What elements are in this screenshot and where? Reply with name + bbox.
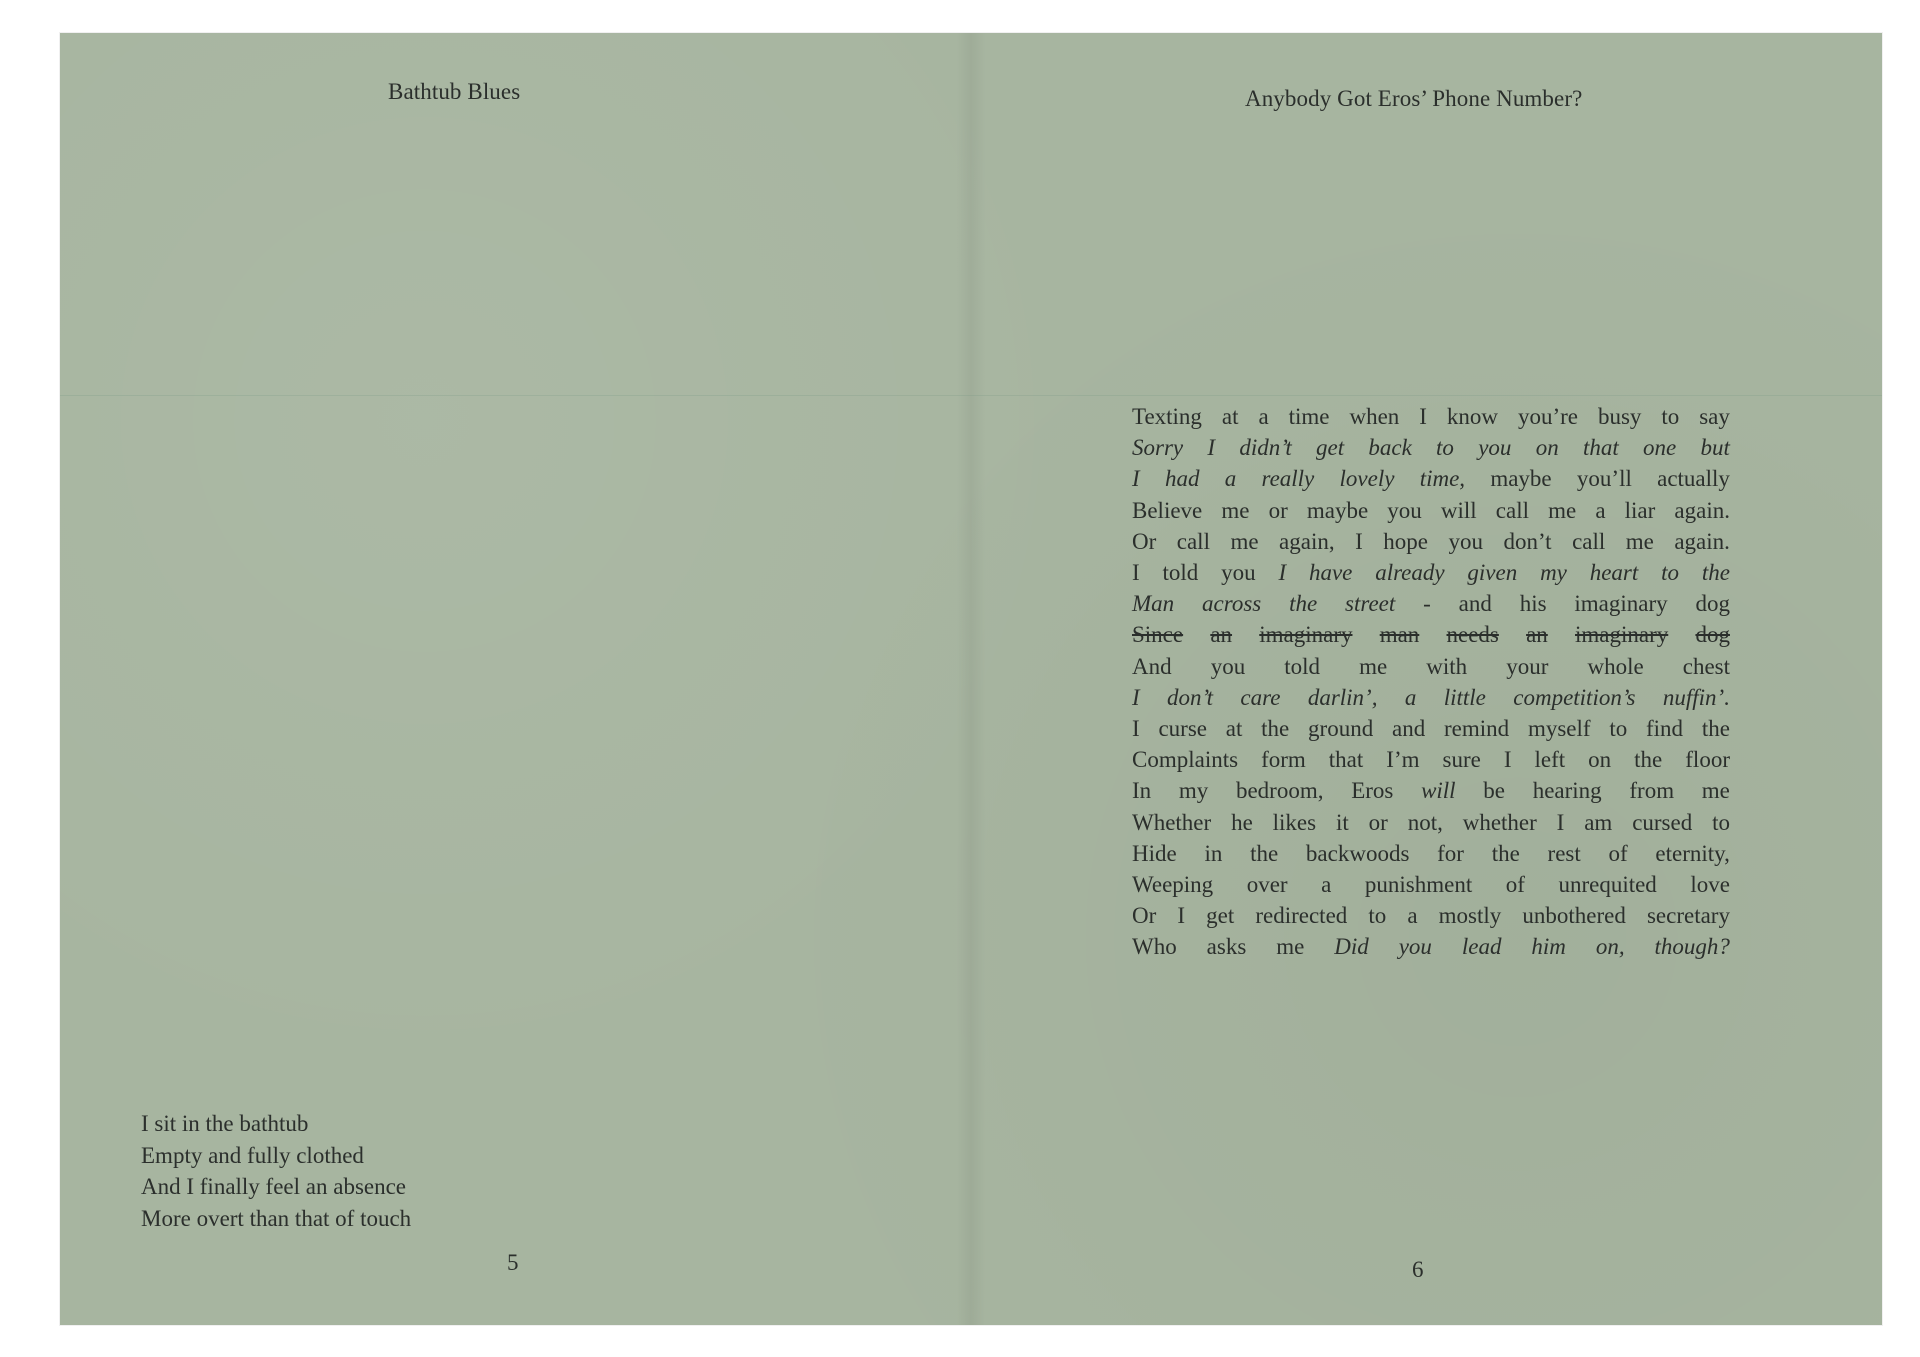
poem-word: Texting bbox=[1132, 404, 1202, 429]
poem-word: me bbox=[1276, 934, 1305, 960]
poem-word: on bbox=[1535, 435, 1559, 461]
poem-word: imaginary bbox=[1259, 622, 1353, 648]
poem-word: I bbox=[1503, 747, 1512, 773]
poem-word: Did bbox=[1334, 934, 1369, 960]
poem-word: imaginary bbox=[1575, 622, 1669, 648]
poem-word: unrequited bbox=[1558, 872, 1657, 898]
poem-word: Or bbox=[1132, 903, 1157, 929]
poem-word: In bbox=[1132, 778, 1152, 804]
poem-word: I bbox=[1132, 560, 1140, 586]
poem-word: form bbox=[1261, 747, 1306, 773]
poem-word: - bbox=[1423, 591, 1431, 617]
poem-word: to bbox=[1368, 903, 1387, 929]
left-running-head: Bathtub Blues bbox=[388, 79, 521, 104]
poem-word: hearing bbox=[1532, 778, 1602, 804]
poem-word: I bbox=[1132, 684, 1140, 710]
poem-word: of bbox=[1608, 840, 1628, 866]
poem-word: an bbox=[1210, 622, 1233, 648]
poem-word: you bbox=[1398, 934, 1432, 960]
poem-word: Believe bbox=[1132, 497, 1203, 523]
poem-word: the bbox=[1261, 716, 1290, 742]
poem-word: will bbox=[1421, 778, 1456, 804]
poem-word: Since bbox=[1132, 622, 1184, 648]
poem-word: your bbox=[1506, 653, 1549, 679]
poem-word: I bbox=[1419, 404, 1427, 429]
poem-word: liar bbox=[1624, 497, 1656, 523]
poem-word: and bbox=[1458, 591, 1492, 617]
right-page-number: 6 bbox=[1412, 1257, 1424, 1282]
poem-word: get bbox=[1206, 903, 1235, 929]
poem-word: again. bbox=[1674, 528, 1730, 554]
poem-word: busy bbox=[1597, 404, 1642, 429]
poem-word: given bbox=[1467, 560, 1518, 586]
poem-line bbox=[1132, 401, 1730, 432]
poem-line bbox=[1132, 495, 1730, 526]
poem-word: I’m bbox=[1386, 747, 1420, 773]
poem-line bbox=[1132, 432, 1730, 463]
poem-word: at bbox=[1225, 716, 1243, 742]
poem-word: or bbox=[1368, 809, 1388, 835]
poem-word: Man bbox=[1132, 591, 1175, 617]
poem-word: his bbox=[1519, 591, 1547, 617]
poem-line bbox=[1132, 682, 1730, 713]
poem-word: sure bbox=[1442, 747, 1481, 773]
poem-word: remind bbox=[1444, 716, 1510, 742]
poem-line bbox=[1132, 526, 1730, 557]
poem-word: didn’t bbox=[1239, 435, 1292, 461]
poem-word: me bbox=[1548, 497, 1577, 523]
poem-word: you’re bbox=[1517, 404, 1578, 429]
poem-word: I bbox=[1207, 435, 1216, 461]
poem-word: call bbox=[1495, 497, 1529, 523]
poem-word: it bbox=[1335, 809, 1349, 835]
poem-word: across bbox=[1202, 591, 1262, 617]
poem-word: will bbox=[1440, 497, 1477, 523]
poem-word: back bbox=[1368, 435, 1412, 461]
poem-word: cursed bbox=[1632, 809, 1693, 835]
poem-word: care bbox=[1240, 684, 1281, 710]
poem-line bbox=[1132, 931, 1730, 962]
right-poem bbox=[1132, 401, 1730, 963]
poem-word: of bbox=[1505, 872, 1525, 898]
poem-word: you bbox=[1387, 497, 1422, 523]
poem-word: to bbox=[1436, 435, 1454, 461]
poem-line bbox=[1132, 463, 1730, 494]
poem-word: to bbox=[1712, 809, 1730, 835]
poem-word: on, bbox=[1595, 934, 1625, 960]
poem-word: backwoods bbox=[1305, 840, 1410, 866]
left-page-number: 5 bbox=[507, 1250, 519, 1275]
poem-word: the bbox=[1250, 840, 1279, 866]
poem-line: Empty and fully clothed bbox=[141, 1142, 364, 1168]
poem-word: maybe bbox=[1490, 466, 1552, 492]
poem-word: you bbox=[1221, 560, 1256, 586]
poem-word: again, bbox=[1279, 528, 1335, 554]
poem-word: the bbox=[1491, 840, 1520, 866]
poem-word: a bbox=[1407, 903, 1418, 929]
poem-line bbox=[1132, 744, 1730, 775]
poem-word: I bbox=[1278, 560, 1287, 586]
poem-word: on bbox=[1588, 747, 1612, 773]
poem-word: me bbox=[1221, 497, 1250, 523]
poem-word: in bbox=[1204, 840, 1223, 866]
poem-word: heart bbox=[1589, 560, 1639, 586]
poem-word: likes bbox=[1272, 809, 1317, 835]
poem-line bbox=[1132, 713, 1730, 744]
poem-word: he bbox=[1231, 809, 1253, 835]
poem-word: to bbox=[1661, 404, 1680, 429]
poem-word: you bbox=[1478, 435, 1512, 461]
poem-line bbox=[1132, 588, 1730, 619]
poem-line: And I finally feel an absence bbox=[141, 1174, 407, 1199]
poem-word: with bbox=[1426, 653, 1468, 679]
poem-word: dog bbox=[1695, 591, 1730, 617]
poem-word: had bbox=[1164, 466, 1200, 492]
poem-word: Complaints bbox=[1132, 747, 1239, 773]
poem-word: get bbox=[1315, 435, 1345, 461]
poem-word: one bbox=[1643, 435, 1677, 461]
poem-word: a bbox=[1595, 497, 1606, 523]
poem-word: don’t bbox=[1167, 684, 1214, 710]
poem-word: love bbox=[1690, 872, 1730, 898]
poem-word: imaginary bbox=[1574, 591, 1668, 617]
poem-word: Sorry bbox=[1132, 435, 1184, 461]
poem-word: find bbox=[1646, 716, 1684, 742]
poem-word: me bbox=[1625, 528, 1654, 554]
poem-word: my bbox=[1178, 778, 1209, 804]
poem-word: curse bbox=[1158, 716, 1207, 742]
poem-word: again. bbox=[1674, 497, 1730, 523]
poem-word: left bbox=[1534, 747, 1566, 773]
poem-word: not, bbox=[1407, 809, 1443, 835]
poem-word: know bbox=[1446, 404, 1498, 429]
poem-word: over bbox=[1246, 872, 1288, 898]
faint-guide-line bbox=[60, 395, 1882, 396]
poem-word: time, bbox=[1419, 466, 1466, 492]
poem-word: Eros bbox=[1351, 778, 1394, 804]
poem-word: when bbox=[1349, 404, 1400, 429]
poem-word: unbothered bbox=[1522, 903, 1626, 929]
poem-word: you’ll bbox=[1576, 466, 1632, 492]
poem-line bbox=[1132, 807, 1730, 838]
poem-line bbox=[1132, 838, 1730, 869]
poem-word: or bbox=[1268, 497, 1288, 523]
poem-word: call bbox=[1176, 528, 1210, 554]
poem-word: you bbox=[1210, 653, 1246, 679]
poem-word: whole bbox=[1587, 653, 1644, 679]
poem-word: but bbox=[1700, 435, 1730, 461]
poem-line bbox=[1132, 557, 1730, 588]
poem-word: nuffin’. bbox=[1662, 684, 1730, 710]
poem-word: me bbox=[1701, 778, 1730, 804]
poem-word: be bbox=[1483, 778, 1505, 804]
poem-word: I bbox=[1132, 466, 1140, 492]
poem-word: have bbox=[1308, 560, 1353, 586]
left-poem bbox=[141, 1108, 411, 1234]
poem-word: to bbox=[1661, 560, 1679, 586]
poem-word: though? bbox=[1654, 934, 1730, 960]
poem-word: for bbox=[1437, 840, 1464, 866]
poem-word: floor bbox=[1685, 747, 1730, 773]
poem-word: myself bbox=[1527, 716, 1591, 742]
poem-line bbox=[1132, 775, 1730, 806]
poem-word: Weeping bbox=[1132, 872, 1214, 898]
poem-word: a bbox=[1321, 872, 1332, 898]
poem-line: More overt than that of touch bbox=[141, 1205, 412, 1231]
poem-line bbox=[1132, 619, 1730, 650]
poem-word: to bbox=[1609, 716, 1628, 742]
poem-word: whether bbox=[1462, 809, 1537, 835]
poem-word: already bbox=[1375, 560, 1445, 586]
poem-word: an bbox=[1526, 622, 1548, 648]
poem-word: man bbox=[1379, 622, 1420, 648]
poem-word: a bbox=[1258, 404, 1269, 429]
poem-word: the bbox=[1634, 747, 1663, 773]
poem-word: Whether bbox=[1132, 809, 1212, 835]
poem-word: a bbox=[1224, 466, 1237, 492]
poem-word: chest bbox=[1682, 653, 1730, 679]
poem-word: actually bbox=[1657, 466, 1730, 492]
poem-word: little bbox=[1443, 684, 1486, 710]
poem-word: from bbox=[1629, 778, 1675, 804]
poem-word: darlin’, bbox=[1307, 684, 1378, 710]
poem-word: that bbox=[1582, 435, 1619, 461]
poem-word: Hide bbox=[1132, 840, 1177, 866]
poem-word: lead bbox=[1461, 934, 1502, 960]
poem-word: you bbox=[1448, 528, 1483, 554]
poem-word: mostly bbox=[1438, 903, 1502, 929]
poem-word: am bbox=[1584, 809, 1613, 835]
poem-word: told bbox=[1162, 560, 1199, 586]
poem-line bbox=[1132, 651, 1730, 682]
poem-word: I bbox=[1355, 528, 1363, 554]
poem-word: me bbox=[1359, 653, 1388, 679]
poem-word: the bbox=[1701, 716, 1730, 742]
poem-word: dog bbox=[1695, 622, 1730, 648]
poem-word: bedroom, bbox=[1235, 778, 1324, 804]
poem-word: me bbox=[1230, 528, 1259, 554]
poem-line bbox=[1132, 900, 1730, 931]
poem-word: eternity, bbox=[1655, 840, 1730, 866]
poem-word: competition’s bbox=[1513, 684, 1636, 710]
poem-line: I sit in the bathtub bbox=[141, 1111, 309, 1136]
poem-word: Who bbox=[1132, 934, 1177, 960]
poem-word: call bbox=[1572, 528, 1606, 554]
poem-word: I bbox=[1556, 809, 1565, 835]
poem-word: lovely bbox=[1339, 466, 1395, 492]
poem-word: him bbox=[1531, 934, 1566, 960]
poem-word: say bbox=[1699, 404, 1730, 429]
poem-word: I bbox=[1177, 903, 1186, 929]
poem-word: my bbox=[1540, 560, 1567, 586]
poem-word: a bbox=[1404, 684, 1417, 710]
poem-word: punishment bbox=[1364, 872, 1473, 898]
poem-word: the bbox=[1289, 591, 1318, 617]
poem-word: asks bbox=[1206, 934, 1247, 960]
poem-word: at bbox=[1221, 404, 1239, 429]
poem-word: needs bbox=[1446, 622, 1499, 648]
poem-word: really bbox=[1261, 466, 1315, 492]
poem-word: I bbox=[1132, 716, 1140, 742]
poem-word: rest bbox=[1547, 840, 1581, 866]
poem-word: And bbox=[1132, 653, 1172, 679]
poem-word: and bbox=[1392, 716, 1426, 742]
poem-word: secretary bbox=[1646, 903, 1730, 929]
poem-word: Or bbox=[1132, 528, 1157, 554]
poem-word: told bbox=[1284, 653, 1321, 679]
poem-word: that bbox=[1328, 747, 1364, 773]
poem-line bbox=[1132, 869, 1730, 900]
poem-word: time bbox=[1288, 404, 1330, 429]
poem-word: don’t bbox=[1503, 528, 1552, 554]
poem-word: redirected bbox=[1255, 903, 1348, 929]
poem-word: maybe bbox=[1306, 497, 1369, 523]
poem-word: ground bbox=[1308, 716, 1374, 742]
poem-word: the bbox=[1701, 560, 1730, 586]
poem-word: street bbox=[1345, 591, 1396, 617]
right-running-head: Anybody Got Eros’ Phone Number? bbox=[1245, 86, 1583, 111]
poem-word: hope bbox=[1383, 528, 1428, 554]
